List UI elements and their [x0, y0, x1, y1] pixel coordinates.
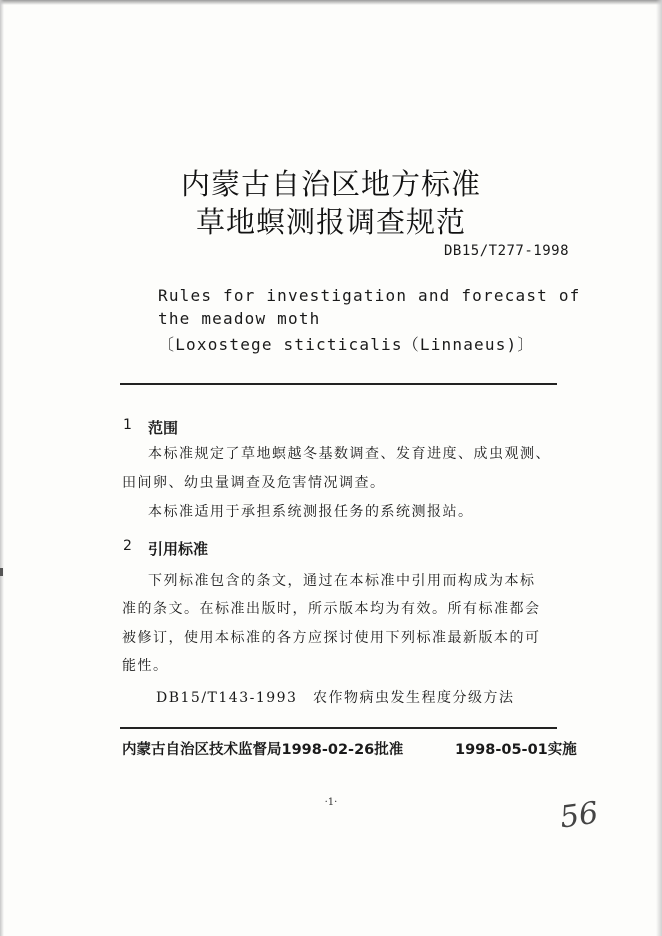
section-2-line-4: 能性。 — [122, 658, 169, 674]
referenced-standard: DB15/T143-1993 农作物病虫发生程度分级方法 — [156, 690, 515, 706]
section-1-title: 范围 — [148, 419, 179, 437]
section-2-title: 引用标准 — [148, 540, 209, 558]
scan-edge-left — [0, 0, 4, 936]
section-1-number: 1 — [123, 417, 132, 433]
section-2-line-2: 准的条文。在标准出版时，所示版本均为有效。所有标准都会 — [122, 601, 541, 617]
section-1-line-1: 本标准规定了草地螟越冬基数调查、发育进度、成虫观测、 — [148, 446, 551, 462]
english-title-line-1: Rules for investigation and forecast of — [158, 286, 581, 305]
approval-statement: 内蒙古自治区技术监督局1998-02-26批准 — [122, 742, 404, 758]
title-line-1: 内蒙古自治区地方标准 — [180, 167, 481, 201]
title-line-2: 草地螟测报调查规范 — [195, 205, 466, 239]
bottom-divider — [120, 727, 557, 729]
top-divider — [120, 383, 557, 385]
section-1-line-2: 田间卵、幼虫量调查及危害情况调查。 — [122, 475, 386, 491]
english-title-line-3: 〔Loxostege sticticalis（Linnaeus)〕 — [158, 335, 535, 354]
implementation-date: 1998-05-01实施 — [455, 742, 577, 758]
standard-code: DB15/T277-1998 — [444, 243, 570, 259]
section-2-number: 2 — [123, 538, 132, 554]
section-1-line-3: 本标准适用于承担系统测报任务的系统测报站。 — [148, 504, 474, 520]
scan-speck — [0, 568, 3, 576]
page-number: ·1· — [324, 797, 338, 808]
section-2-line-3: 被修订，使用本标准的各方应探讨使用下列标准最新版本的可 — [122, 630, 541, 646]
english-title-line-2: the meadow moth — [158, 309, 321, 328]
scan-edge-top — [0, 0, 662, 5]
handwritten-page-number: 56 — [557, 795, 601, 836]
scan-edge-right — [656, 0, 662, 936]
section-2-line-1: 下列标准包含的条文，通过在本标准中引用而构成为本标 — [148, 573, 536, 589]
